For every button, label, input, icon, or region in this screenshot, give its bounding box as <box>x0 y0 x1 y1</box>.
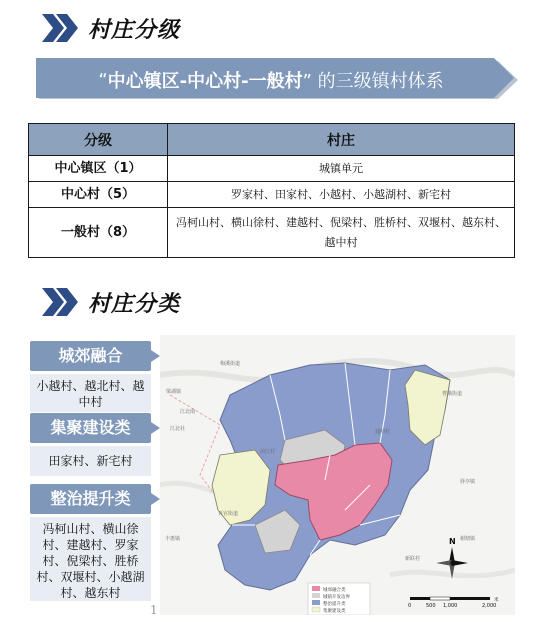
system-banner <box>36 58 520 102</box>
grade-cell: 中心村（5） <box>29 182 168 208</box>
map-place-label: 谢塘镇 <box>460 536 476 542</box>
scale-label: 0 <box>408 603 412 609</box>
map-place-label: 驿亭镇 <box>460 479 476 485</box>
section-title: 村庄分级 <box>88 17 181 43</box>
page-number: 1 <box>150 603 158 617</box>
header-villages: 村庄 <box>168 124 515 156</box>
map-place-label: 丰惠镇 <box>165 536 181 542</box>
north-label: N <box>449 537 456 546</box>
legend-label: 整治提升类 <box>323 602 346 607</box>
table-header-row <box>29 124 515 156</box>
category-villages: 冯柯山村、横山徐村、建越村、罗家村、倪梁村、胜桥村、双堰村、小越湖村、越东村 <box>30 517 151 601</box>
section-title: 村庄分类 <box>88 291 181 317</box>
double-chevron-icon <box>40 12 80 44</box>
banner-bold-text: 中心镇区-中心村-一般村 <box>107 71 303 92</box>
scale-unit: 米 <box>494 598 499 603</box>
grade-cell: 一般村（8） <box>29 208 168 258</box>
map-graphic <box>160 335 515 615</box>
legend-label: 城郊融合类 <box>323 588 346 593</box>
banner-text <box>36 58 506 102</box>
category-panel-upgrade <box>30 484 151 601</box>
map-place-label: 新联村 <box>405 556 421 562</box>
map-place-label: 曹娥街道 <box>442 391 463 397</box>
section-header-classification <box>40 286 180 318</box>
villages-cell: 冯柯山村、横山徐村、建越村、倪梁村、胜桥村、双堰村、越东村、越中村 <box>168 208 515 258</box>
header-grade: 分级 <box>29 124 168 156</box>
category-title: 集聚建设类 <box>30 413 151 443</box>
grade-cell: 中心镇区（1） <box>29 156 168 182</box>
map-place-label: 梅溪街道 <box>220 361 241 367</box>
legend-label: 城镇开发边界 <box>323 595 350 600</box>
scale-label: 2,000 <box>482 603 497 609</box>
category-title: 整治提升类 <box>30 484 151 514</box>
villages-cell: 罗家村、田家村、小越村、小越湖村、新宅村 <box>168 182 515 208</box>
village-classification-map <box>160 335 515 615</box>
map-place-label: 百官街道 <box>218 511 239 517</box>
table-row <box>29 182 515 208</box>
map-place-label: 前江村 <box>260 449 276 455</box>
table-row <box>29 208 515 258</box>
map-place-label: 通明村 <box>375 429 391 435</box>
table-row <box>29 156 515 182</box>
category-panel-suburban <box>30 341 151 412</box>
map-place-label: 梁湖镇 <box>166 389 182 395</box>
map-legend <box>308 583 370 615</box>
grading-table <box>28 123 515 258</box>
villages-cell: 城镇单元 <box>168 156 515 182</box>
category-villages: 田家村、新宅村 <box>30 446 151 476</box>
banner-suffix: ” 的三级镇村体系 <box>302 71 444 92</box>
double-chevron-icon <box>40 286 80 318</box>
legend-label: 集聚建设类 <box>323 609 346 614</box>
map-place-label: 江北社 <box>170 426 186 432</box>
section-header-grading <box>40 12 180 44</box>
category-title: 城郊融合 <box>30 341 151 371</box>
map-place-label: 江北南 <box>180 409 196 415</box>
scale-label: 1,000 <box>443 603 458 609</box>
category-panel-cluster <box>30 413 151 476</box>
banner-quote-open: “ <box>98 69 108 91</box>
scale-label: 500 <box>426 603 436 609</box>
category-villages: 小越村、越北村、越中村 <box>30 374 151 412</box>
